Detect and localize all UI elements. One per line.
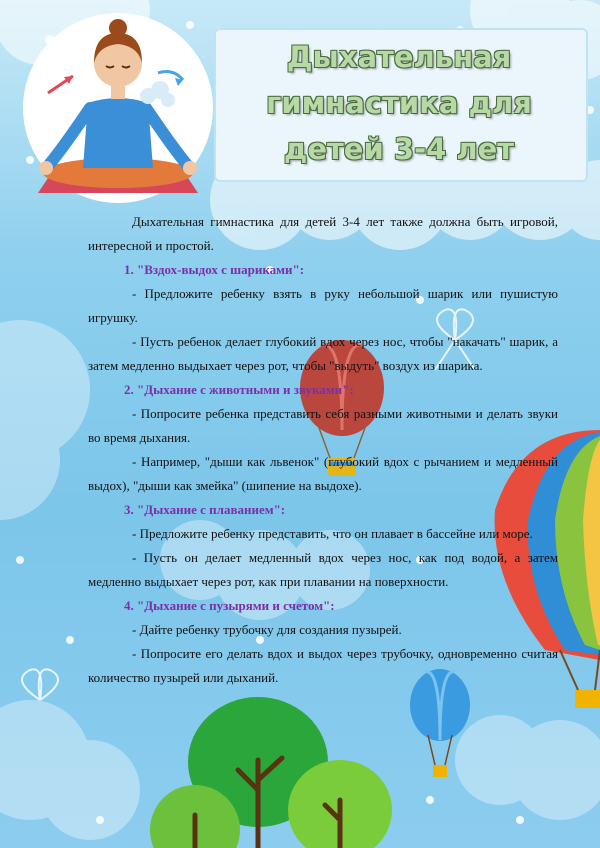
section-item: - Например, "дыши как львенок" (глубокий вдох с рычанием и медленный выдох), "дыши как змейка" (шипение на выдохе). (88, 454, 558, 493)
section-heading: 4. "Дыхание с пузырями и счетом": (124, 598, 335, 613)
title-line-1: Дыхательная (286, 40, 512, 74)
section-item: - Пусть он делает медленный вдох через нос, как под водой, а затем медленно выдыхает через рот, как при плавании на поверхности. (88, 550, 558, 589)
section-heading: 2. "Дыхание с животными и звуками": (124, 382, 354, 397)
section-heading: 3. "Дыхание с плаванием": (124, 502, 286, 517)
title-line-3: детей 3-4 лет (283, 132, 515, 166)
title-line-2: гимнастика для (266, 86, 532, 120)
article-body (88, 210, 558, 690)
section-item: - Попросите его делать вдох и выдох через трубочку, одновременно считая количество пузырей или дыханий. (88, 646, 558, 685)
section-item: - Предложите ребенку взять в руку небольшой шарик или пушистую игрушку. (88, 286, 558, 325)
section-item: - Предложите ребенку представить, что он плавает в бассейне или море. (132, 526, 533, 541)
intro-paragraph: Дыхательная гимнастика для детей 3-4 лет также должна быть игровой, интересной и простой. (88, 214, 558, 253)
section-item: - Пусть ребенок делает глубокий вдох через нос, чтобы "накачать" шарик, а затем медленно выдыхает через рот, чтобы "выдуть" воздух из шарика. (88, 334, 558, 373)
section-heading: 1. "Вздох-выдох с шариками": (124, 262, 305, 277)
section-item: - Дайте ребенку трубочку для создания пузырей. (132, 622, 402, 637)
section-item: - Попросите ребенка представить себя разными животными и делать звуки во время дыхания. (88, 406, 558, 445)
